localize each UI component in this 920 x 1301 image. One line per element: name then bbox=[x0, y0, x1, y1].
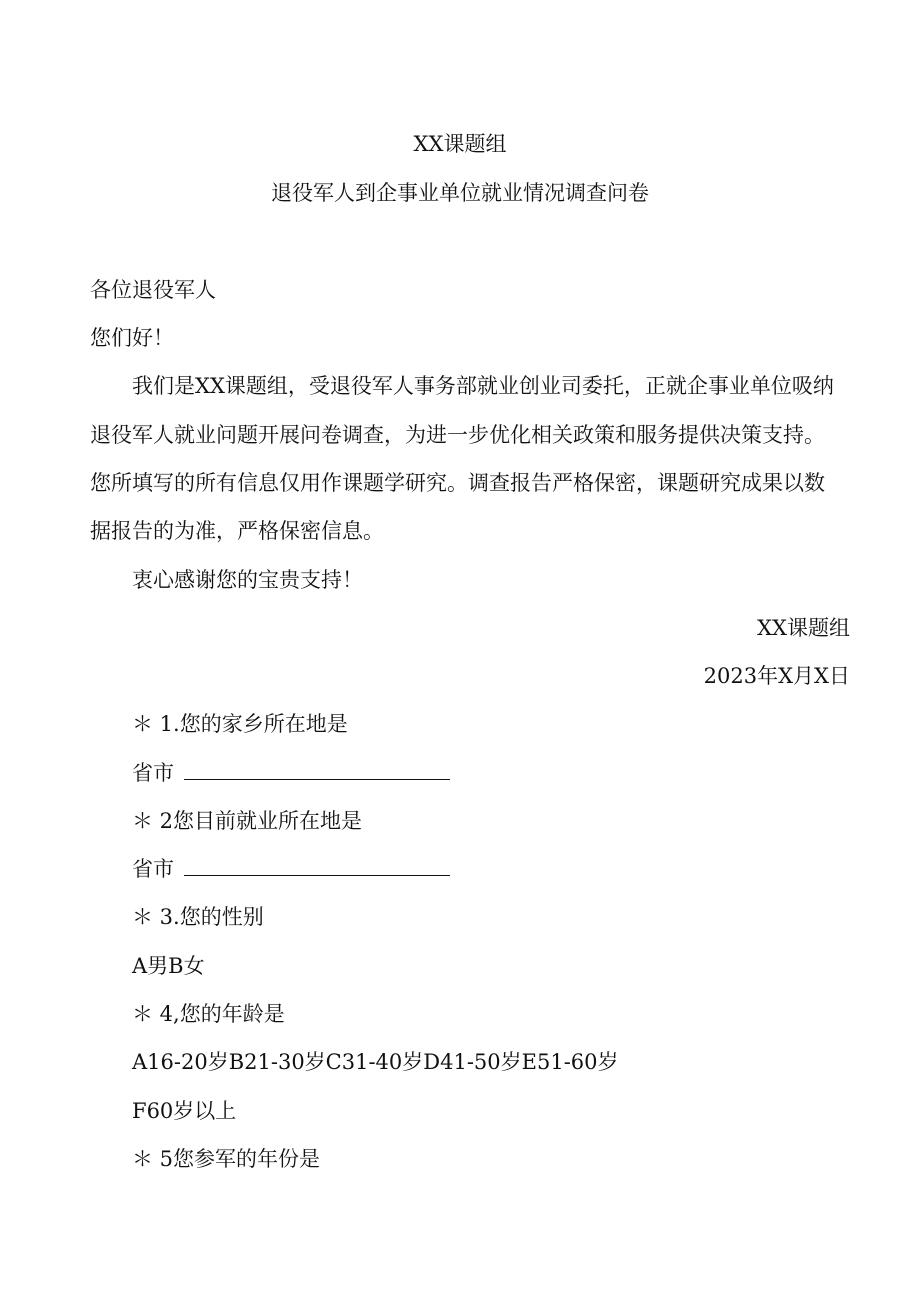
question-1: ＊ 1.您的家乡所在地是 bbox=[132, 712, 348, 736]
page-title: 退役军人到企事业单位就业情况调查问卷 bbox=[271, 181, 649, 205]
question-4-options-line-2[interactable]: F60岁以上 bbox=[132, 1099, 237, 1123]
question-3-options[interactable]: A男B女 bbox=[132, 954, 205, 978]
question-4-options-line-1[interactable]: A16-20岁B21-30岁C31-40岁D41-50岁E51-60岁 bbox=[132, 1050, 619, 1074]
date: 2023年X月X日 bbox=[703, 664, 850, 688]
province-city-label: 省市 bbox=[132, 857, 174, 881]
hometown-blank-field[interactable] bbox=[184, 759, 450, 780]
question-2-answer-row bbox=[132, 855, 450, 883]
province-city-label: 省市 bbox=[132, 761, 174, 785]
body-line-3: 您所填写的所有信息仅用作课题学研究。调查报告严格保密，课题研究成果以数 bbox=[90, 471, 825, 495]
question-5: ＊ 5您参军的年份是 bbox=[132, 1147, 321, 1171]
work-location-blank-field[interactable] bbox=[184, 855, 450, 876]
question-4: ＊ 4,您的年龄是 bbox=[132, 1002, 285, 1026]
body-line-2: 退役军人就业问题开展问卷调查，为进一步优化相关政策和服务提供决策支持。 bbox=[90, 423, 825, 447]
salutation: 各位退役军人 bbox=[90, 278, 216, 302]
greeting: 您们好！ bbox=[90, 326, 174, 350]
question-1-answer-row bbox=[132, 759, 450, 787]
signature: XX课题组 bbox=[757, 616, 850, 640]
thanks-line: 衷心感谢您的宝贵支持！ bbox=[132, 568, 363, 592]
question-2: ＊ 2您目前就业所在地是 bbox=[132, 809, 363, 833]
group-name: XX课题组 bbox=[413, 132, 507, 156]
question-3: ＊ 3.您的性别 bbox=[132, 905, 264, 929]
body-line-4: 据报告的为准，严格保密信息。 bbox=[90, 519, 384, 543]
body-line-1: 我们是XX课题组，受退役军人事务部就业创业司委托，正就企事业单位吸纳 bbox=[132, 374, 834, 398]
